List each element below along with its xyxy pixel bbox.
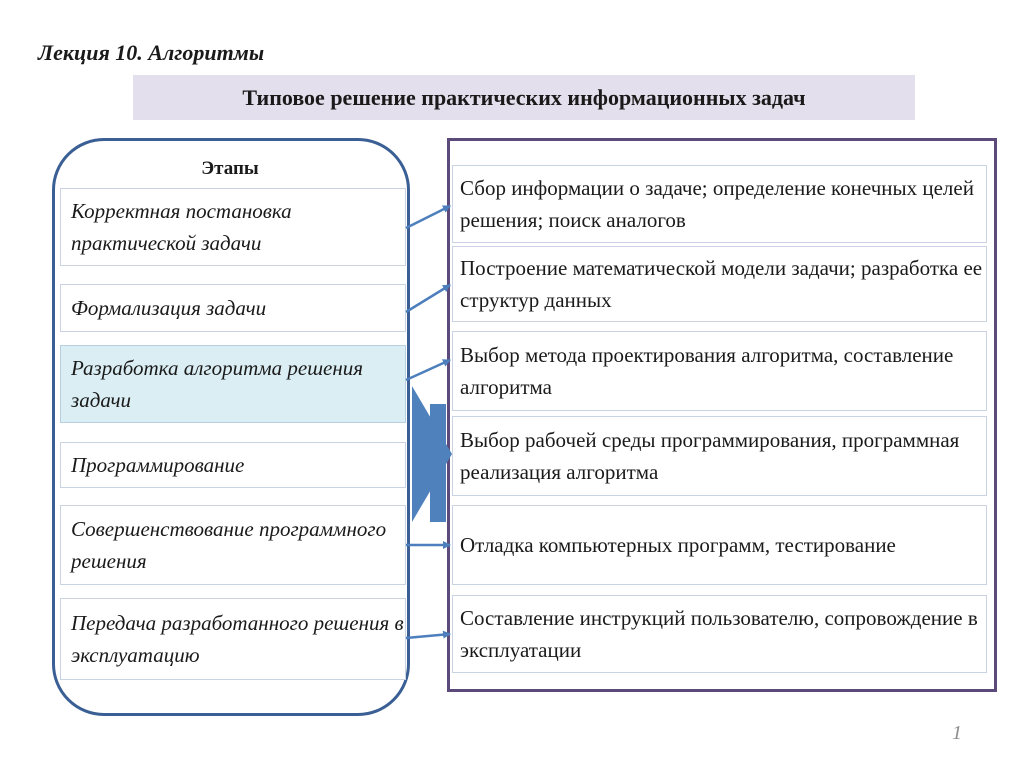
arrow-stage6-to-task6: [406, 634, 450, 638]
arrow-stage1-to-task1: [406, 206, 450, 228]
stage-label: Программирование: [71, 453, 245, 477]
stage-label: Передача разработанного решения в эксплуатацию: [71, 611, 404, 667]
task-label: Выбор метода проектирования алгоритма, составление алгоритма: [460, 343, 954, 399]
slide-title: Типовое решение практических информационных задач: [242, 84, 806, 110]
stage-label: Совершенствование программного решения: [71, 517, 387, 573]
arrow-stage3-to-task3: [406, 360, 450, 380]
page-number: 1: [952, 722, 962, 744]
stage-label: Разработка алгоритма решения задачи: [71, 356, 364, 412]
stage-label: Корректная постановка практической задачи: [71, 199, 292, 255]
stage-label: Формализация задачи: [71, 296, 267, 320]
arrow-stage2-to-task2: [406, 285, 450, 312]
lecture-title: Лекция 10. Алгоритмы: [38, 40, 265, 65]
task-label: Построение математической модели задачи; разработка ее структур данных: [460, 256, 983, 312]
stages-heading: Этапы: [201, 158, 259, 179]
task-label: Отладка компьютерных программ, тестирование: [460, 533, 896, 557]
task-label: Сбор информации о задаче; определение конечных целей решения; поиск аналогов: [460, 176, 974, 232]
task-label: Составление инструкций пользователю, сопровождение в эксплуатации: [460, 606, 978, 662]
task-label: Выбор рабочей среды программирования, программная реализация алгоритма: [460, 428, 960, 484]
